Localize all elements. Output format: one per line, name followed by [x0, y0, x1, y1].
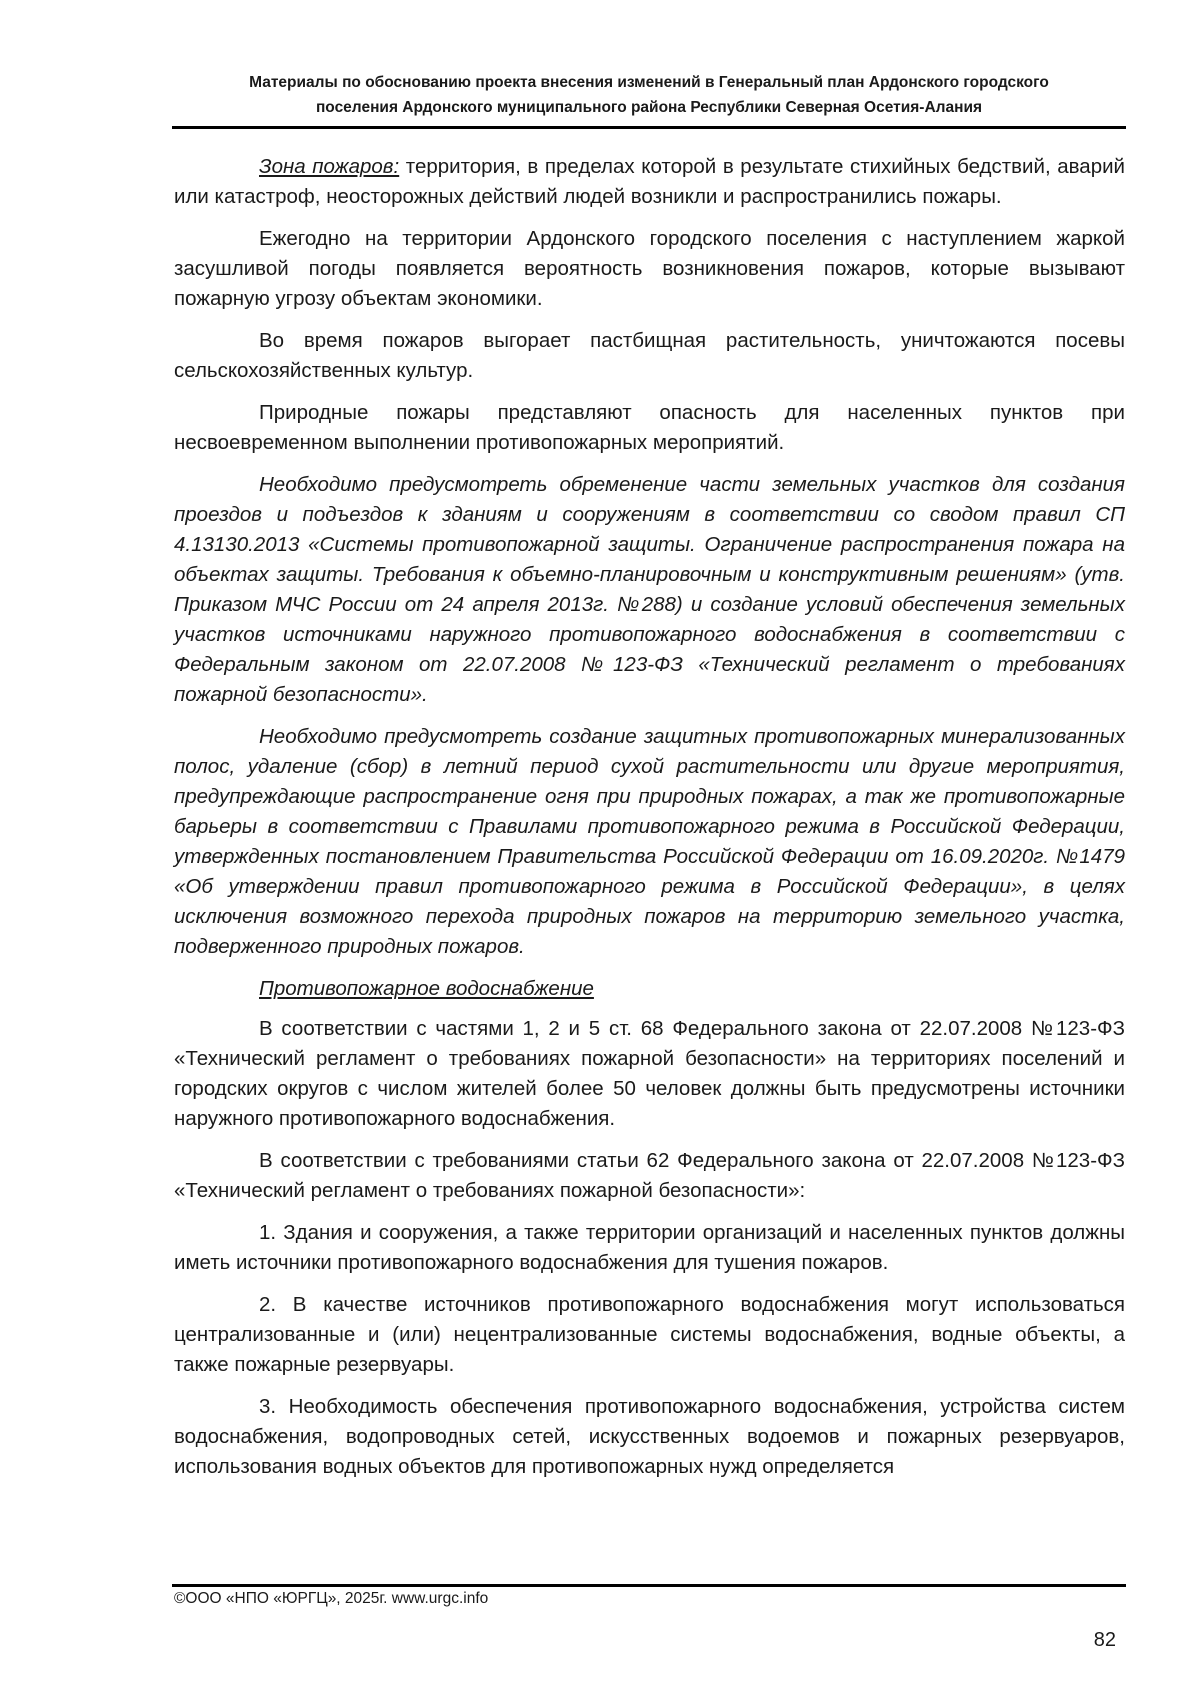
list-item-3: 3. Необходимость обеспечения противопожарного водоснабжения, устройства систем водоснабжения, водопроводных сетей, искусственных водоемов и пожарных резервуаров, использования водных объектов для противопожарных нужд определяется	[174, 1395, 1125, 1478]
fire-zone-definition: территория, в пределах которой в результате стихийных бедствий, аварий или катастроф, неосторожных действий людей возникли и распространились пожары.	[174, 155, 1126, 208]
section-heading	[174, 974, 1125, 1004]
paragraph-access-roads: Необходимо предусмотреть обременение части земельных участков для создания проездов и подъездов к зданиям и сооружениям в соответствии со сводом правил СП 4.13130.2013 «Системы противопожарной защиты. Ограничение распространения пожара на объектах защиты. Требования к объемно-планировочным и конструктивным решениям» (утв. Приказом МЧС России от 24 апреля 2013г. №288) и создание условий обеспечения земельных участков источниками наружного противопожарного водоснабжения в соответствии с Федеральным законом от 22.07.2008 №123-ФЗ «Технический регламент о требованиях пожарной безопасности».	[174, 473, 1125, 706]
footer-divider	[172, 1584, 1126, 1587]
paragraph-law-article-62: В соответствии с требованиями статьи 62 Федерального закона от 22.07.2008 №123-ФЗ «Технический регламент о требованиях пожарной безопасности»:	[174, 1149, 1125, 1202]
header-divider	[172, 126, 1126, 129]
paragraph-fire-zone	[174, 152, 1125, 212]
list-item-2: 2. В качестве источников противопожарного водоснабжения могут использоваться централизованные и (или) нецентрализованные системы водоснабжения, водные объекты, а также пожарные резервуары.	[174, 1293, 1125, 1376]
header-line-1: Материалы по обоснованию проекта внесения изменений в Генеральный план Ардонского городского	[249, 74, 1049, 91]
footer-copyright: ©ООО «НПО «ЮРГЦ», 2025г. www.urgc.info	[174, 1590, 489, 1607]
paragraph-law-article-68: В соответствии с частями 1, 2 и 5 ст. 68 Федерального закона от 22.07.2008 №123-ФЗ «Технический регламент о требованиях пожарной безопасности» на территориях поселений и городских округов с числом жителей более 50 человек должны быть предусмотрены источники наружного противопожарного водоснабжения.	[174, 1017, 1125, 1130]
paragraph-firebreaks: Необходимо предусмотреть создание защитных противопожарных минерализованных полос, удаление (сбор) в летний период сухой растительности или другие мероприятия, предупреждающие распространение огня при природных пожарах, а так же противопожарные барьеры в соответствии с Правилами противопожарного режима в Российской Федерации, утвержденных постановлением Правительства Российской Федерации от 16.09.2020г. №1479 «Об утверждении правил противопожарного режима в Российской Федерации», в целях исключения возможного перехода природных пожаров на территорию земельного участка, подверженного природных пожаров.	[174, 725, 1125, 958]
heading-water-supply: Противопожарное водоснабжение	[259, 977, 594, 1000]
header-line-2: поселения Ардонского муниципального района Республики Северная Осетия-Алания	[315, 99, 983, 116]
paragraph-natural-fires: Природные пожары представляют опасность для населенных пунктов при несвоевременном выполнении противопожарных мероприятий.	[174, 401, 1125, 454]
page-number: 82	[1093, 1629, 1116, 1651]
document-body	[174, 152, 1125, 1494]
paragraph-burning-vegetation: Во время пожаров выгорает пастбищная растительность, уничтожаются посевы сельскохозяйственных культур.	[174, 329, 1125, 382]
page-header	[172, 70, 1126, 120]
term-fire-zone: Зона пожаров:	[259, 155, 400, 178]
list-item-1: 1. Здания и сооружения, а также территории организаций и населенных пунктов должны иметь источники противопожарного водоснабжения для тушения пожаров.	[174, 1221, 1125, 1274]
paragraph-annual-fire-risk: Ежегодно на территории Ардонского городского поселения с наступлением жаркой засушливой погоды появляется вероятность возникновения пожаров, которые вызывают пожарную угрозу объектам экономики.	[174, 227, 1125, 310]
